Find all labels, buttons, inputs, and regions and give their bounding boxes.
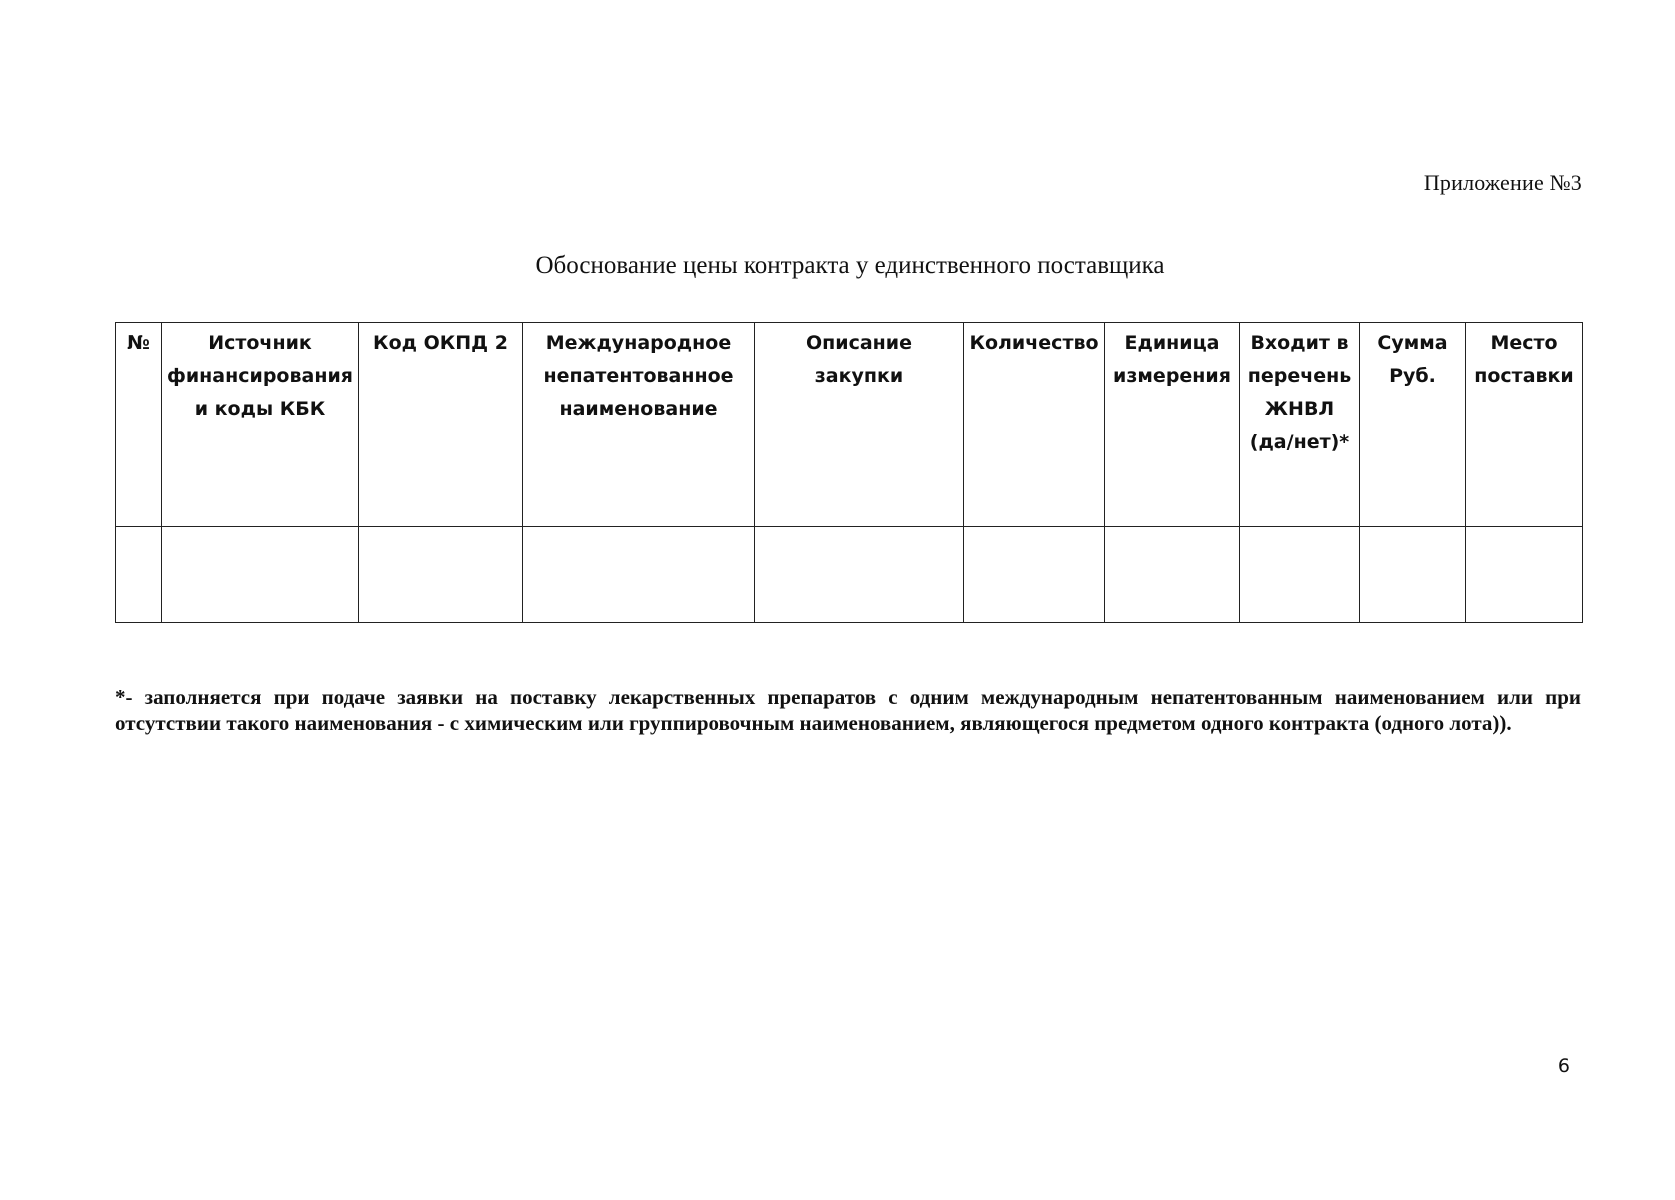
page-number: 6 bbox=[1557, 1055, 1570, 1077]
column-header-vital-drugs-list: Входит в перечень ЖНВЛ (да/нет)* bbox=[1240, 323, 1360, 527]
table-cell-description bbox=[755, 527, 964, 623]
table-header-row bbox=[116, 323, 1583, 527]
column-header-okpd-code: Код ОКПД 2 bbox=[359, 323, 523, 527]
column-header-description: Описание закупки bbox=[755, 323, 964, 527]
appendix-label: Приложение №3 bbox=[1423, 170, 1582, 195]
column-header-sum: Сумма Руб. bbox=[1360, 323, 1466, 527]
table-cell-funding-source bbox=[162, 527, 359, 623]
column-header-delivery-place: Место поставки bbox=[1466, 323, 1583, 527]
table-cell-okpd-code bbox=[359, 527, 523, 623]
table-cell-vital-drugs-list bbox=[1240, 527, 1360, 623]
table-cell-delivery-place bbox=[1466, 527, 1583, 623]
table-row bbox=[116, 527, 1583, 623]
column-header-funding-source: Источник финансирования и коды КБК bbox=[162, 323, 359, 527]
column-header-quantity: Количество bbox=[964, 323, 1105, 527]
column-header-number: № bbox=[116, 323, 162, 527]
footnote: *- заполняется при подаче заявки на поставку лекарственных препаратов с одним международным непатентованным наименованием или при отсутствии такого наименования - с химическим или группировочным наименованием, являющегося предметом одного контракта (одного лота)). bbox=[115, 685, 1581, 735]
table-cell-number bbox=[116, 527, 162, 623]
document-title: Обоснование цены контракта у единственного поставщика bbox=[535, 252, 1165, 279]
column-header-unit: Единица измерения bbox=[1105, 323, 1240, 527]
table-cell-quantity bbox=[964, 527, 1105, 623]
table-cell-inn-name bbox=[523, 527, 755, 623]
column-header-inn-name: Международное непатентованное наименование bbox=[523, 323, 755, 527]
table-cell-sum bbox=[1360, 527, 1466, 623]
table-cell-unit bbox=[1105, 527, 1240, 623]
price-justification-table bbox=[115, 322, 1583, 623]
